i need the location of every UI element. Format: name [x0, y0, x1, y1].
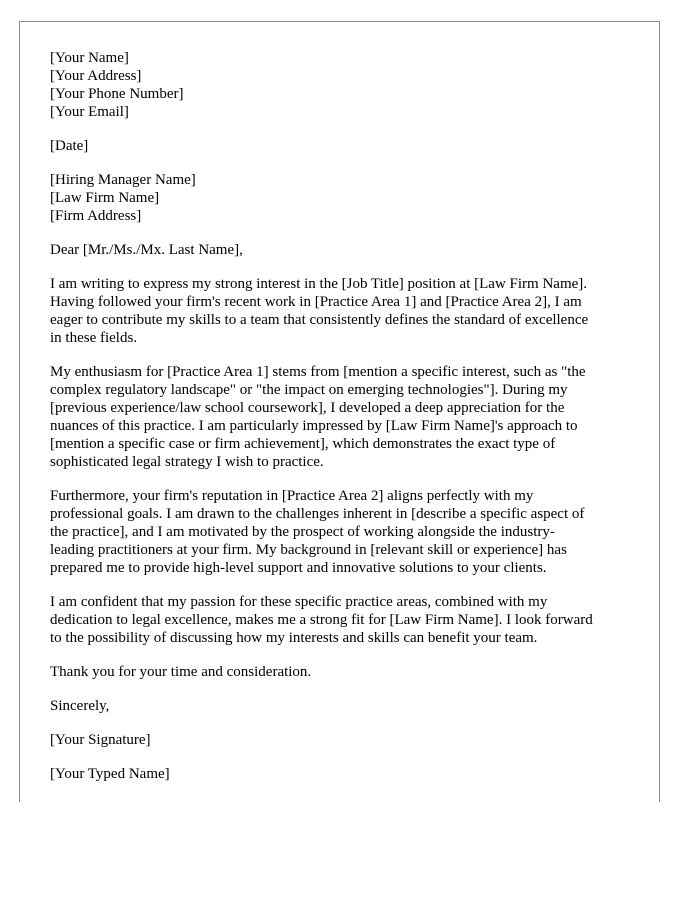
recipient-address: [Firm Address] — [50, 208, 142, 224]
date-block — [50, 137, 640, 155]
closing-block — [50, 697, 640, 715]
typed-name-line: [Your Typed Name] — [50, 766, 170, 782]
sender-address: [Your Address] — [50, 68, 142, 84]
signature-block — [50, 731, 640, 749]
recipient-block — [50, 171, 640, 225]
salutation: Dear [Mr./Ms./Mx. Last Name], — [50, 242, 243, 258]
body-paragraph-1 — [50, 275, 640, 347]
paragraph-line: in these fields. — [50, 330, 138, 346]
paragraph-line: prepared me to provide high-level support and innovative solutions to your clients. — [50, 560, 547, 576]
thanks-block — [50, 663, 640, 681]
sender-block — [50, 49, 640, 121]
paragraph-line: Furthermore, your firm's reputation in [Practice Area 2] aligns perfectly with my — [50, 488, 534, 504]
paragraph-line: My enthusiasm for [Practice Area 1] stems from [mention a specific interest, such as "the — [50, 364, 586, 380]
paragraph-line: [previous experience/law school coursework], I developed a deep appreciation for the — [50, 400, 565, 416]
paragraph-line: [mention a specific case or firm achievement], which demonstrates the exact type of — [50, 436, 556, 452]
paragraph-line: leading practitioners at your firm. My background in [relevant skill or experience] has — [50, 542, 567, 558]
paragraph-line: dedication to legal excellence, makes me a strong fit for [Law Firm Name]. I look forward — [50, 612, 593, 628]
sender-name: [Your Name] — [50, 50, 129, 66]
paragraph-line: nuances of this practice. I am particularly impressed by [Law Firm Name]'s approach to — [50, 418, 578, 434]
paragraph-line: eager to contribute my skills to a team that consistently defines the standard of excellence — [50, 312, 589, 328]
paragraph-line: sophisticated legal strategy I wish to practice. — [50, 454, 324, 470]
body-paragraph-4 — [50, 593, 640, 647]
paragraph-line: I am confident that my passion for these specific practice areas, combined with my — [50, 594, 548, 610]
body-paragraph-2 — [50, 363, 640, 471]
paragraph-line: professional goals. I am drawn to the challenges inherent in [describe a specific aspect of — [50, 506, 585, 522]
typed-name-block — [50, 765, 640, 783]
recipient-firm: [Law Firm Name] — [50, 190, 160, 206]
paragraph-line: to the possibility of discussing how my interests and skills can benefit your team. — [50, 630, 538, 646]
sender-email: [Your Email] — [50, 104, 129, 120]
sender-phone: [Your Phone Number] — [50, 86, 184, 102]
paragraph-line: complex regulatory landscape" or "the impact on emerging technologies"]. During my — [50, 382, 568, 398]
salutation-block — [50, 241, 640, 259]
thanks-line: Thank you for your time and consideration. — [50, 664, 312, 680]
recipient-manager: [Hiring Manager Name] — [50, 172, 196, 188]
letter-content — [50, 49, 640, 799]
paragraph-line: the practice], and I am motivated by the prospect of working alongside the industry- — [50, 524, 555, 540]
signature-line: [Your Signature] — [50, 732, 151, 748]
closing-line: Sincerely, — [50, 698, 110, 714]
body-paragraph-3 — [50, 487, 640, 577]
letter-date: [Date] — [50, 138, 89, 154]
paragraph-line: Having followed your firm's recent work in [Practice Area 1] and [Practice Area 2], I am — [50, 294, 582, 310]
letter-page — [19, 21, 660, 802]
paragraph-line: I am writing to express my strong interest in the [Job Title] position at [Law Firm Name]. — [50, 276, 588, 292]
